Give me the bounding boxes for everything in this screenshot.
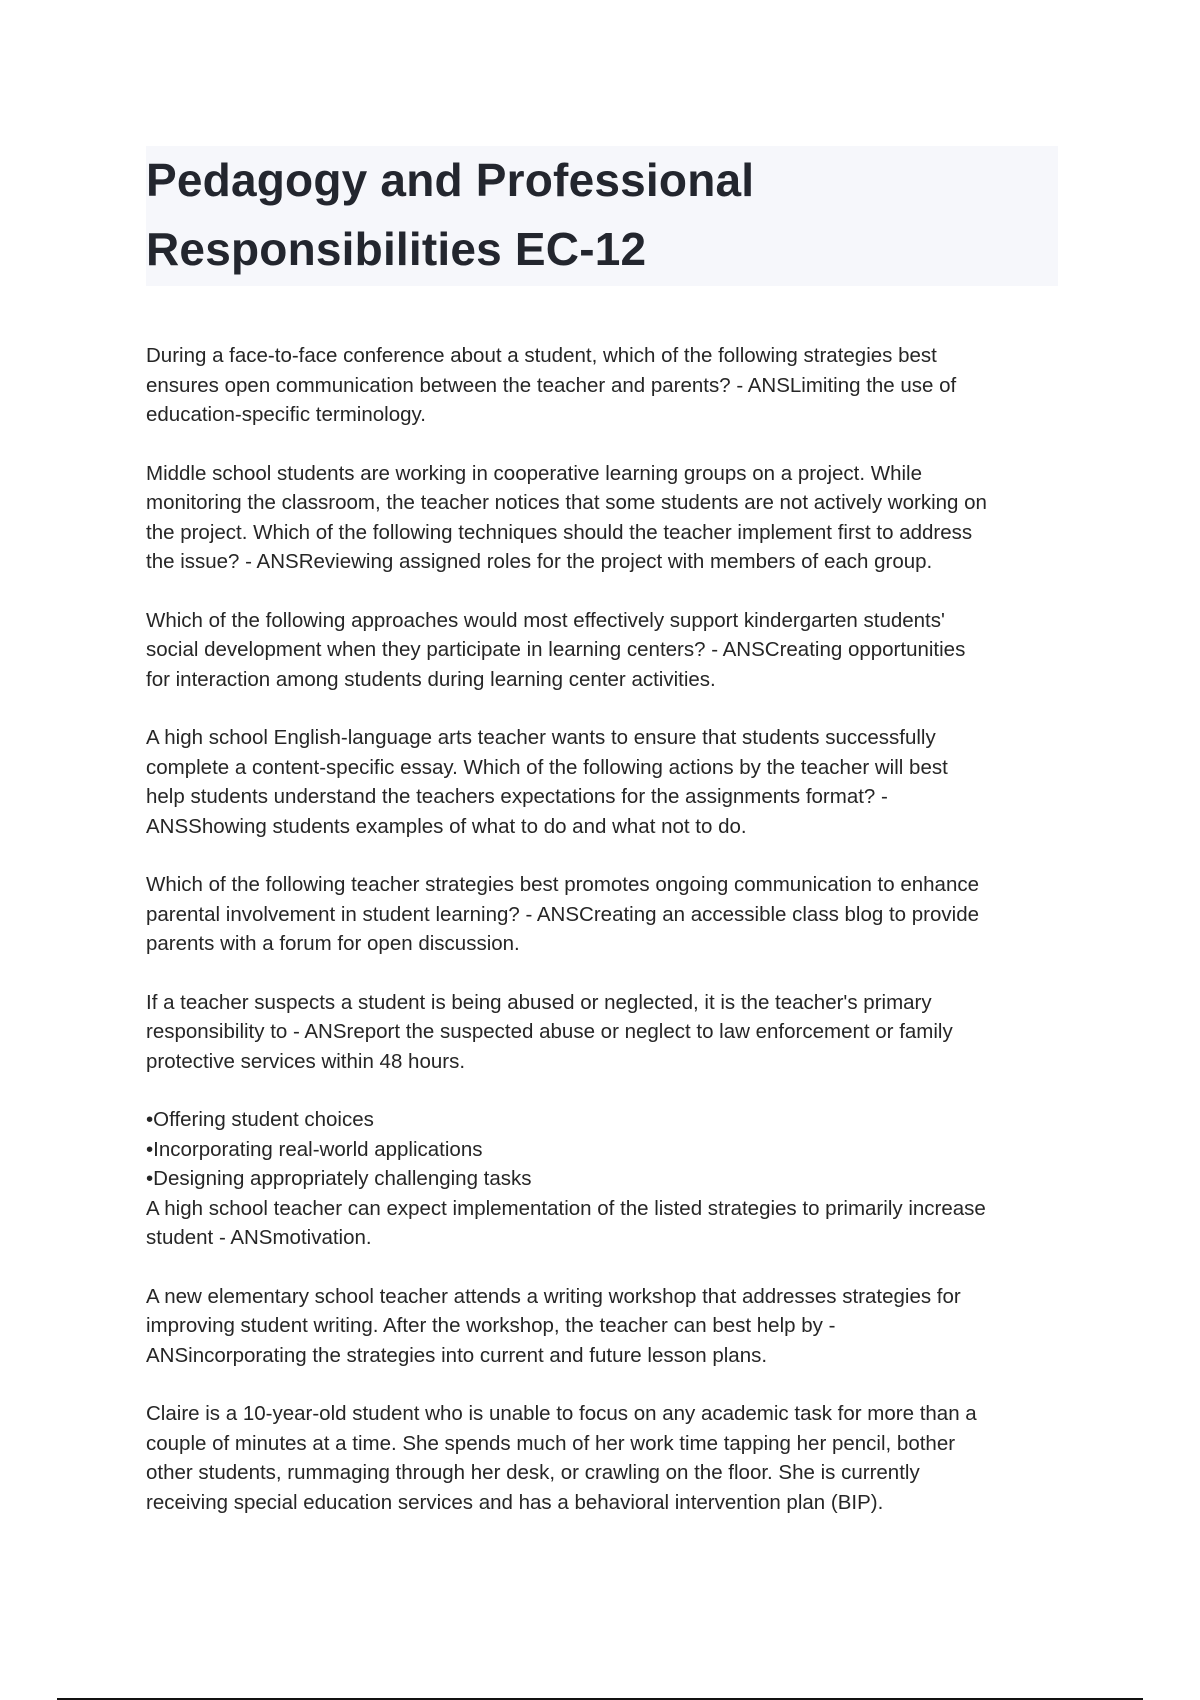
qa-paragraph xyxy=(146,723,1066,841)
text-line: Which of the following approaches would most effectively support kindergarten students' xyxy=(146,608,945,632)
qa-paragraph xyxy=(146,606,1066,695)
text-line: responsibility to - ANSreport the suspected abuse or neglect to law enforcement or family xyxy=(146,1020,953,1043)
text-line: couple of minutes at a time. She spends much of her work time tapping her pencil, bother xyxy=(146,1431,956,1455)
qa-paragraph xyxy=(146,1105,1066,1253)
text-line: ANSincorporating the strategies into current and future lesson plans. xyxy=(146,1343,768,1367)
title-banner xyxy=(146,146,1058,286)
text-line: help students understand the teachers expectations for the assignments format? - xyxy=(146,785,888,808)
page-title xyxy=(146,146,1058,284)
qa-paragraph xyxy=(146,1282,1066,1371)
text-line: parents with a forum for open discussion. xyxy=(146,932,520,955)
text-line: Middle school students are working in cooperative learning groups on a project. While xyxy=(146,461,923,485)
text-line: the issue? - ANSReviewing assigned roles for the project with members of each group. xyxy=(146,550,933,573)
text-line: Which of the following teacher strategies best promotes ongoing communication to enhance xyxy=(146,873,980,896)
text-line: student - ANSmotivation. xyxy=(146,1226,372,1249)
qa-paragraph xyxy=(146,870,1066,959)
text-line: other students, rummaging through her desk, or crawling on the floor. She is currently xyxy=(146,1461,920,1484)
qa-paragraph xyxy=(146,341,1066,430)
bullet-line: •Incorporating real-world applications xyxy=(146,1137,483,1161)
text-line: If a teacher suspects a student is being abused or neglected, it is the teacher's primary xyxy=(146,990,932,1014)
text-line: receiving special education services and has a behavioral intervention plan (BIP). xyxy=(146,1490,884,1514)
text-line: Claire is a 10-year-old student who is unable to focus on any academic task for more than a xyxy=(146,1402,977,1425)
document-body xyxy=(146,341,1066,1546)
bullet-line: •Designing appropriately challenging tasks xyxy=(146,1167,532,1190)
bullet-line: •Offering student choices xyxy=(146,1108,374,1131)
text-line: ANSShowing students examples of what to do and what not to do. xyxy=(146,814,747,838)
text-line: improving student writing. After the workshop, the teacher can best help by - xyxy=(146,1314,836,1337)
text-line: social development when they participate in learning centers? - ANSCreating opportunities xyxy=(146,638,966,661)
text-line: A new elementary school teacher attends a writing workshop that addresses strategies for xyxy=(146,1284,961,1308)
text-line: A high school English-language arts teacher wants to ensure that students successfully xyxy=(146,726,936,749)
text-line: protective services within 48 hours. xyxy=(146,1049,466,1073)
text-line: for interaction among students during learning center activities. xyxy=(146,667,716,691)
qa-paragraph xyxy=(146,988,1066,1077)
title-line: Pedagogy and Professional xyxy=(146,154,755,206)
text-line: parental involvement in student learning? - ANSCreating an accessible class blog to provide xyxy=(146,902,980,926)
text-line: During a face-to-face conference about a student, which of the following strategies best xyxy=(146,344,937,367)
qa-paragraph xyxy=(146,1399,1066,1517)
text-line: A high school teacher can expect implementation of the listed strategies to primarily increase xyxy=(146,1196,986,1220)
qa-paragraph xyxy=(146,459,1066,577)
text-line: monitoring the classroom, the teacher notices that some students are not actively working on xyxy=(146,491,987,514)
text-line: education-specific terminology. xyxy=(146,403,426,426)
title-line: Responsibilities EC-12 xyxy=(146,223,647,275)
text-line: ensures open communication between the teacher and parents? - ANSLimiting the use of xyxy=(146,373,957,397)
text-line: the project. Which of the following techniques should the teacher implement first to address xyxy=(146,520,973,544)
text-line: complete a content-specific essay. Which of the following actions by the teacher will best xyxy=(146,755,948,779)
